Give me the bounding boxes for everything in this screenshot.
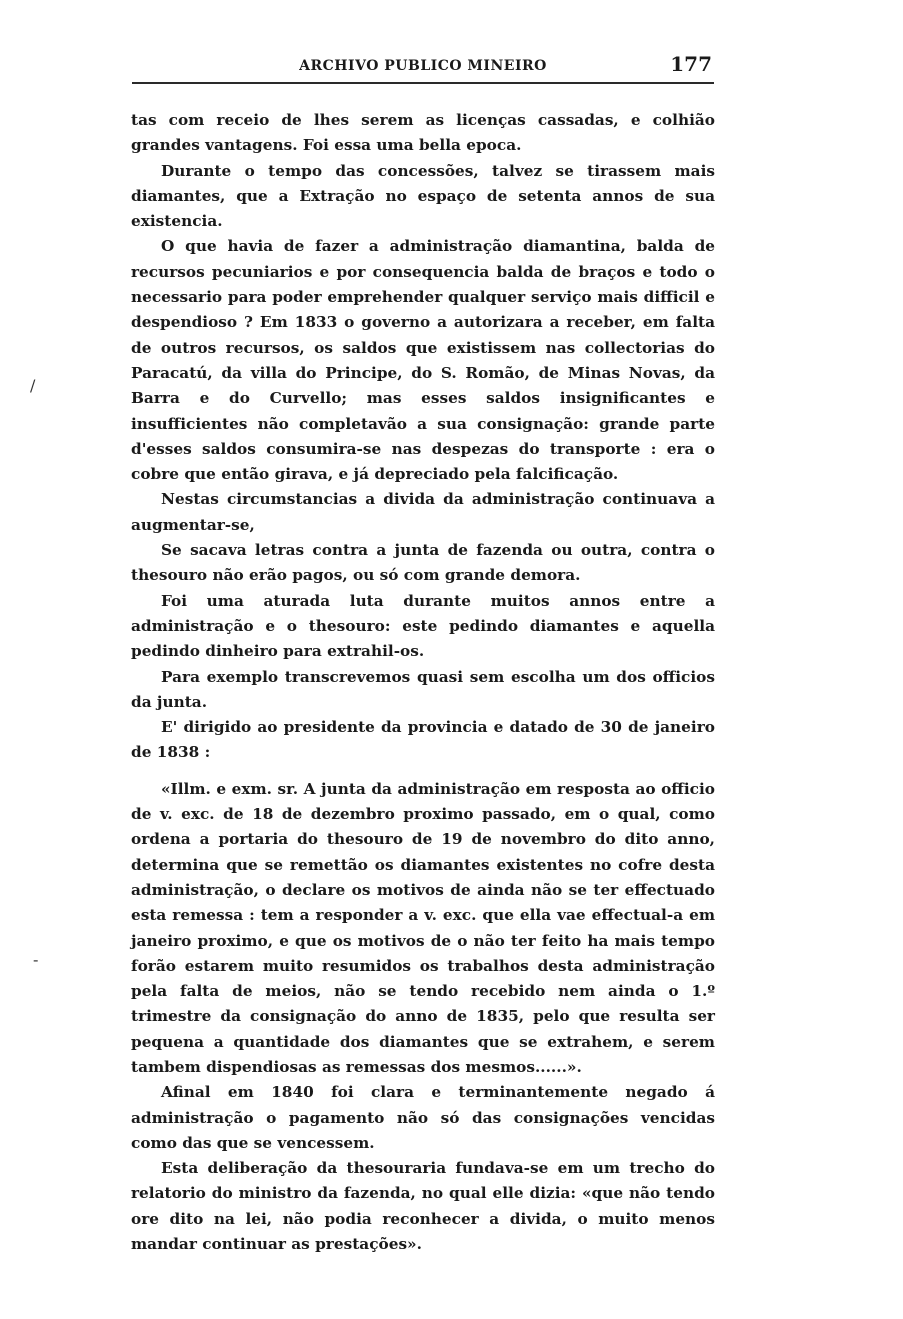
paragraph: Nestas circumstancias a divida da administração continuava a augmentar-se, [131,490,715,534]
paragraph-continuation: tas com receio de lhes serem as licenças cassadas, e colhião grandes vantagens. Foi essa uma bella epoca. [131,111,715,155]
running-header [132,52,714,84]
paragraph: Afinal em 1840 foi clara e terminantemente negado á administração o pagamento não só das consignações vencidas como das que se vencessem. [131,1083,715,1152]
paragraph: E' dirigido ao presidente da provincia e datado de 30 de janeiro de 1838 : [131,718,715,762]
header-title: ARCHIVO PUBLICO MINEIRO [299,58,547,74]
paragraph: Esta deliberação da thesouraria fundava-se em um trecho do relatorio do ministro da fazenda, no qual elle dizia: «que não tendo ore dito na lei, não podia reconhecer a divida, o muito menos mandar continuar as prestações». [131,1159,715,1254]
paragraph: Foi uma aturada luta durante muitos annos entre a administração e o thesouro: este pedindo diamantes e aquella pedindo dinheiro para extrahil-os. [131,591,715,661]
paragraph: Para exemplo transcrevemos quasi sem escolha um dos officios da junta. [131,667,715,711]
quoted-letter: «Illm. e exm. sr. A junta da administração em resposta ao officio de v. exc. de 18 de dezembro proximo passado, em o qual, como ordena a portaria do thesouro de 19 de novembro do dito anno, determina que se remettão os diamantes existentes no cofre desta administração, o declare os motivos de ainda não se ter effectuado esta remessa : tem a responder a v. exc. que ella vae effectual-a em janeiro proximo, e que os motivos de o não ter feito ha mais tempo forão estarem muito resumidos os trabalhos desta administração pela falta de meios, não se tendo recebido nem ainda o 1.º trimestre da consignação do anno de 1835, pelo que resulta ser pequena a quantidade dos diamantes que se extrahem, e serem tambem dispendiosas as remessas dos mesmos......». [131,779,715,1076]
margin-mark: / [30,376,36,395]
paragraph: Durante o tempo das concessões, talvez se tirassem mais diamantes, que a Extração no espaço de setenta annos de sua existencia. [131,161,715,231]
page-number: 177 [670,52,712,76]
paragraph: O que havia de fazer a administração diamantina, balda de recursos pecuniarios e por consequencia balda de braços e todo o necessario para poder emprehender qualquer serviço mais difficil e despendioso ? Em 1833 o governo a autorizara a receber, em falta de outros recursos, os saldos que existissem nas collectorias do Paracatú, da villa do Principe, do S. Romão, de Minas Novas, da Barra e do Curvello; mas esses saldos insignificantes e insufficientes não completavão a sua consignação: grande parte d'esses saldos consumira-se nas despezas do transporte : era o cobre que então girava, e já depreciado pela falcificação. [131,237,715,484]
margin-mark: - [33,950,39,969]
paragraph: Se sacava letras contra a junta de fazenda ou outra, contra o thesouro não erão pagos, ou só com grande demora. [131,541,715,585]
body-text [131,108,715,1257]
